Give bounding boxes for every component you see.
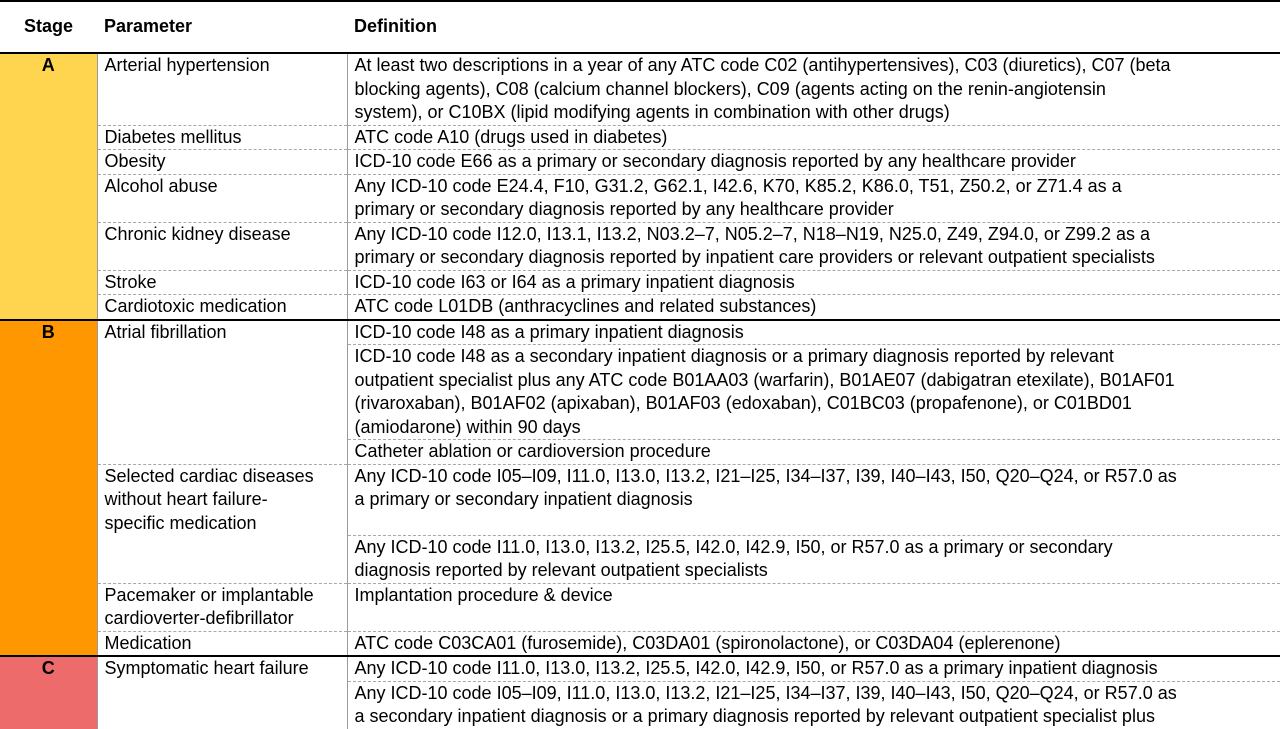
parameter-cell: Obesity	[97, 150, 347, 175]
definition-cell: Catheter ablation or cardioversion procedure	[347, 440, 1280, 465]
header-parameter: Parameter	[97, 1, 347, 53]
definition-cell: ICD-10 code I48 as a primary inpatient diagnosis	[347, 320, 1280, 345]
definition-cell: Any ICD-10 code I11.0, I13.0, I13.2, I25.5, I42.0, I42.9, I50, or R57.0 as a primary inpatient diagnosis	[347, 656, 1280, 681]
definition-cell: ATC code A10 (drugs used in diabetes)	[347, 125, 1280, 150]
definition-cell: At least two descriptions in a year of any ATC code C02 (antihypertensives), C03 (diuretics), C07 (beta blocking agents), C08 (calcium channel blockers), C09 (agents acting on the renin-angiotensin system), or C10BX (lipid modifying agents in combination with other drugs)	[347, 53, 1280, 125]
definition-cell: Implantation procedure & device	[347, 583, 1280, 631]
parameter-cell: Alcohol abuse	[97, 174, 347, 222]
parameter-cell: Medication	[97, 631, 347, 656]
table-row	[0, 464, 1280, 535]
table-body	[0, 53, 1280, 729]
parameter-cell: Arterial hypertension	[97, 53, 347, 125]
table-header-row	[0, 1, 1280, 53]
parameter-cell: Cardiotoxic medication	[97, 295, 347, 320]
table-row	[0, 583, 1280, 631]
parameter-cell: Selected cardiac diseases without heart failure- specific medication	[97, 464, 347, 583]
table-row	[0, 222, 1280, 270]
definition-cell: ICD-10 code I48 as a secondary inpatient diagnosis or a primary diagnosis reported by relevant outpatient specialist plus any ATC code B01AA03 (warfarin), B01AE07 (dabigatran etexilate), B01AF01 (rivaroxaban), B01AF02 (apixaban), B01AF03 (edoxaban), C01BC03 (propafenone), or C01BD01 (amiodarone) within 90 days	[347, 345, 1280, 440]
parameter-cell: Diabetes mellitus	[97, 125, 347, 150]
definition-cell: Any ICD-10 code I11.0, I13.0, I13.2, I25.5, I42.0, I42.9, I50, or R57.0 as a primary or secondary diagnosis reported by relevant outpatient specialists	[347, 535, 1280, 583]
parameter-cell: Atrial fibrillation	[97, 320, 347, 465]
table-row	[0, 270, 1280, 295]
table-row	[0, 125, 1280, 150]
definition-cell: Any ICD-10 code I12.0, I13.1, I13.2, N03.2–7, N05.2–7, N18–N19, N25.0, Z49, Z94.0, or Z99.2 as a primary or secondary diagnosis reported by inpatient care providers or relevant outpatient specialists	[347, 222, 1280, 270]
table-row	[0, 320, 1280, 345]
definition-cell: ICD-10 code E66 as a primary or secondary diagnosis reported by any healthcare provider	[347, 150, 1280, 175]
definition-cell: Any ICD-10 code I05–I09, I11.0, I13.0, I13.2, I21–I25, I34–I37, I39, I40–I43, I50, Q20–Q24, or R57.0 as a secondary inpatient diagnosis or a primary diagnosis reported by relevant outpatient specialist plus	[347, 681, 1280, 729]
table-row	[0, 656, 1280, 681]
parameter-cell: Stroke	[97, 270, 347, 295]
parameter-cell: Symptomatic heart failure	[97, 656, 347, 729]
table-row	[0, 295, 1280, 320]
stage-label-c: C	[0, 656, 97, 729]
parameter-cell: Chronic kidney disease	[97, 222, 347, 270]
definition-cell: ICD-10 code I63 or I64 as a primary inpatient diagnosis	[347, 270, 1280, 295]
table-row	[0, 150, 1280, 175]
definition-cell: ATC code C03CA01 (furosemide), C03DA01 (spironolactone), or C03DA04 (eplerenone)	[347, 631, 1280, 656]
table-row	[0, 53, 1280, 125]
header-definition: Definition	[347, 1, 1280, 53]
definition-cell: Any ICD-10 code I05–I09, I11.0, I13.0, I13.2, I21–I25, I34–I37, I39, I40–I43, I50, Q20–Q24, or R57.0 as a primary or secondary inpatient diagnosis	[347, 464, 1280, 535]
stage-label-a: A	[0, 53, 97, 320]
stage-label-b: B	[0, 320, 97, 657]
header-stage: Stage	[0, 1, 97, 53]
definition-cell: Any ICD-10 code E24.4, F10, G31.2, G62.1, I42.6, K70, K85.2, K86.0, T51, Z50.2, or Z71.4 as a primary or secondary diagnosis reported by any healthcare provider	[347, 174, 1280, 222]
table-row	[0, 631, 1280, 656]
parameter-cell: Pacemaker or implantable cardioverter-defibrillator	[97, 583, 347, 631]
definition-cell: ATC code L01DB (anthracyclines and related substances)	[347, 295, 1280, 320]
table-row	[0, 174, 1280, 222]
